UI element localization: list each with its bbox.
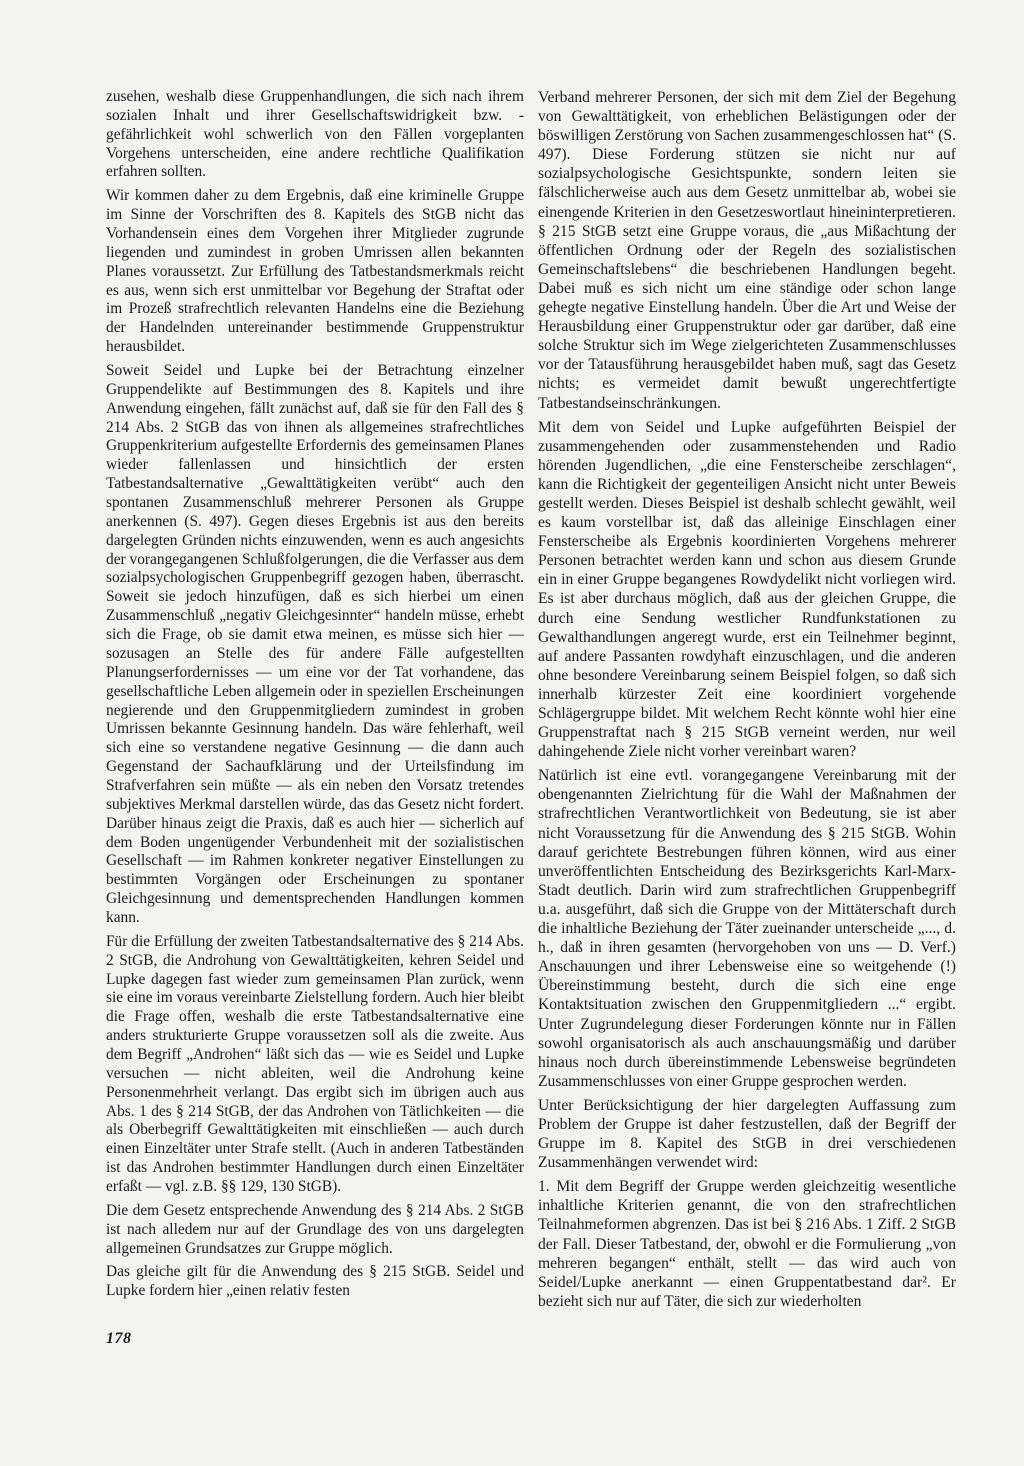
paragraph: Verband mehrerer Personen, der sich mit dem Ziel der Begehung von Gewalttätigkeit, von erheblichen Belästigungen oder der böswilligen Zerstörung von Sachen zusammengeschlossen hat“ (S. 497). Diese Forderung stützen sie nicht nur auf sozialpsychologische Gesichtspunkte, sondern leiten sie fälschlicherweise auch aus dem Gesetz unmittelbar ab, wobei sie einengende Kriterien in den Gesetzeswortlaut hineininterpretieren. § 215 StGB setzt eine Gruppe voraus, die „aus Mißachtung der öffentlichen Ordnung oder der Regeln des sozialistischen Gemeinschaftslebens“ die beschriebenen Handlungen begeht. Dabei muß es sich nicht um eine ständige oder schon lange gehegte negative Einstellung handeln. Über die Art und Weise der Herausbildung einer Gruppenstruktur oder gar darüber, daß eine solche Struktur sich im Wege zielgerichteten Zusammenschlusses vor der Tatausführung herausgebildet haben muß, sagt das Gesetz nichts; es vermeidet damit bewußt ungerechtfertigte Tatbestandseinschränkungen. [538,89,956,412]
paragraph: Unter Berücksichtigung der hier dargelegten Auffassung zum Problem der Gruppe ist daher festzustellen, daß der Begriff der Gruppe im 8. Kapitel des StGB in drei verschiedenen Zusammenhängen verwendet wird: [538,1096,956,1172]
page-number: 178 [106,1330,132,1347]
right-text-column [538,88,956,1316]
left-text-column [106,88,524,1306]
paragraph: Für die Erfüllung der zweiten Tatbestandsalternative des § 214 Abs. 2 StGB, die Androhung von Gewalttätigkeiten, kehren Seidel und Lupke dagegen fast wieder zum gemeinsamen Plan zurück, wenn sie eine im voraus vereinbarte Zielstellung fordern. Auch hier bleibt die Frage offen, weshalb die erste Tatbestandsalternative eine anders strukturierte Gruppe voraussetzen soll als die zweite. Aus dem Begriff „Androhen“ läßt sich das — wie es Seidel und Lupke versuchen — nicht ableiten, weil die Androhung keine Personenmehrheit verlangt. Das ergibt sich im übrigen auch aus Abs. 1 des § 214 StGB, der das Androhen von Tätlichkeiten — die als Oberbegriff Gewalttätigkeiten mit einschließen — auch durch einen Einzeltäter unter Strafe stellt. (Auch in anderen Tatbeständen ist das Androhen bestimmter Handlungen durch einen Einzeltäter erfaßt — vgl. z.B. §§ 129, 130 StGB). [106,932,524,1195]
paragraph: Wir kommen daher zu dem Ergebnis, daß eine kriminelle Gruppe im Sinne der Vorschriften des 8. Kapitels des StGB nicht das Vorhandensein eines dem Vorgehen ihrer Mitglieder zugrunde liegenden und zumindest in groben Umrissen allen bekannten Planes voraussetzt. Zur Erfüllung des Tatbestandsmerkmals reicht es aus, wenn sich erst unmittelbar vor Begehung der Straftat oder im Prozeß strafrechtlich relevanten Handelns eine die Beziehung der Handelnden untereinander bestimmende Gruppenstruktur herausbildet. [106,187,524,356]
paragraph: zusehen, weshalb diese Gruppenhandlungen, die sich nach ihrem sozialen Inhalt und ihrer Gesellschaftswidrigkeit bzw. -gefährlichkeit wohl schwerlich von den Fällen vorgeplanten Vorgehens unterscheiden, eine andere rechtliche Qualifikation erfahren sollten. [106,88,524,181]
paragraph: Soweit Seidel und Lupke bei der Betrachtung einzelner Gruppendelikte auf Bestimmungen des 8. Kapitels und ihre Anwendung eingehen, fällt zunächst auf, daß sie für den Fall des § 214 Abs. 2 StGB das von ihnen als allgemeines strafrechtliches Gruppenkriterium aufgestellte Erfordernis des gemeinsamen Planes wieder fallenlassen und hinsichtlich der ersten Tatbestandsalternative „Gewalttätigkeiten verübt“ auch den spontanen Zusammenschluß mehrerer Personen als Gruppe anerkennen (S. 497). Gegen dieses Ergebnis ist aus den bereits dargelegten Gründen nichts einzuwenden, wenn es auch angesichts der vorangegangenen Schlußfolgerungen, die die Verfasser aus dem sozialpsychologischen Gruppenbegriff gezogen haben, überrascht. Soweit sie jedoch hinzufügen, daß es sich hierbei um einen Zusammenschluß „negativ Gleichgesinnter“ handeln müsse, erhebt sich die Frage, ob sie damit etwa meinen, es müsse sich hier — sozusagen an Stelle des für andere Fälle aufgestellten Planungserfordernisses — um eine vor der Tat vorhandene, das gesellschaftliche Leben allgemein oder in speziellen Erscheinungen negierende und den Gruppenmitgliedern zumindest in groben Umrissen bekannte Gesinnung handeln. Das wäre fehlerhaft, weil sich eine so verstandene negative Gesinnung — die dann auch Gegenstand der Sachaufklärung und der Urteilsfindung im Strafverfahren sein müßte — als ein neben den Vorsatz tretendes subjektives Merkmal darstellen würde, das das Gesetz nicht fordert. Darüber hinaus zeigt die Praxis, daß es auch hier — sicherlich auf dem Boden ungenügender Verbundenheit mit der sozialistischen Gesellschaft — im Rahmen konkreter negativer Einstellungen zu bestimmten Vorgängen oder Erscheinungen zu spontaner Gleichgesinnung und dementsprechenden Handlungen kommen kann. [106,362,524,926]
paragraph: Die dem Gesetz entsprechende Anwendung des § 214 Abs. 2 StGB ist nach alledem nur auf der Grundlage des von uns dargelegten allgemeinen Grundsatzes zur Gruppe möglich. [106,1201,524,1257]
paragraph: Das gleiche gilt für die Anwendung des § 215 StGB. Seidel und Lupke fordern hier „einen relativ festen [106,1263,524,1300]
paragraph: Mit dem von Seidel und Lupke aufgeführten Beispiel der zusammengehenden oder zusammenstehenden und Radio hörenden Jugendlichen, „die eine Fensterscheibe zerschlagen“, kann die Richtigkeit der gegenteiligen Ansicht nicht unter Beweis gestellt werden. Dieses Beispiel ist deshalb schlecht gewählt, weil es kaum vorstellbar ist, daß das alleinige Einschlagen einer Fensterscheibe als Ergebnis koordinierten Vorgehens mehrerer Personen betrachtet werden kann und schon aus diesem Grunde ein in einer Gruppe begangenes Rowdydelikt nicht vorliegen wird. Es ist aber durchaus möglich, daß aus der gleichen Gruppe, die durch eine Sendung westlicher Rundfunkstationen zu Gewalthandlungen angeregt wurde, erst ein Teilnehmer beginnt, auf andere Passanten rowdyhaft einzuschlagen, und die anderen ohne besondere Vereinbarung seinem Beispiel folgen, so daß sich innerhalb kürzester Zeit eine koordiniert vorgehende Schlägergruppe bildet. Mit welchem Recht könnte wohl hier eine Gruppenstraftat nach § 215 StGB verneint werden, nur weil dahingehende Ziele nicht vorher vereinbart waren? [538,418,956,761]
paragraph: Natürlich ist eine evtl. vorangegangene Vereinbarung mit der obengenannten Zielrichtung für die Wahl der Maßnahmen der strafrechtlichen Verantwortlichkeit von Bedeutung, sie ist aber nicht Voraussetzung für die Anwendung des § 215 StGB. Wohin darauf gerichtete Bestrebungen führen können, wird aus einer unveröffentlichten Entscheidung des Bezirksgerichts Karl-Marx-Stadt deutlich. Darin wird zum strafrechtlichen Gruppenbegriff u.a. ausgeführt, daß sich die Gruppe von der Mittäterschaft durch die inhaltliche Beziehung der Täter zueinander unterscheide „..., d. h., daß in ihren gesamten (hervorgehoben von uns — D. Verf.) Anschauungen und ihrer Lebensweise eine so weitgehende (!) Übereinstimmung besteht, durch die sich eine enge Kontaktsituation zwischen den Gruppenmitgliedern ...“ ergibt. Unter Zugrundelegung dieser Forderungen könnte nur in Fällen sowohl organisatorisch als auch anschauungsmäßig und darüber hinaus noch durch übereinstimmende Lebensweise begründeten Zusammenschlusses von einer Gruppe gesprochen werden. [538,767,956,1090]
paragraph: 1. Mit dem Begriff der Gruppe werden gleichzeitig wesentliche inhaltliche Kriterien genannt, die von den strafrechtlichen Teilnahmeformen abgrenzen. Das ist bei § 216 Abs. 1 Ziff. 2 StGB der Fall. Dieser Tatbestand, der, obwohl er die Formulierung „von mehreren begangen“ enthält, stellt — das wird auch von Seidel/Lupke anerkannt — einen Gruppentatbestand dar². Er bezieht sich nur auf Täter, die sich zur wiederholten [538,1178,956,1310]
